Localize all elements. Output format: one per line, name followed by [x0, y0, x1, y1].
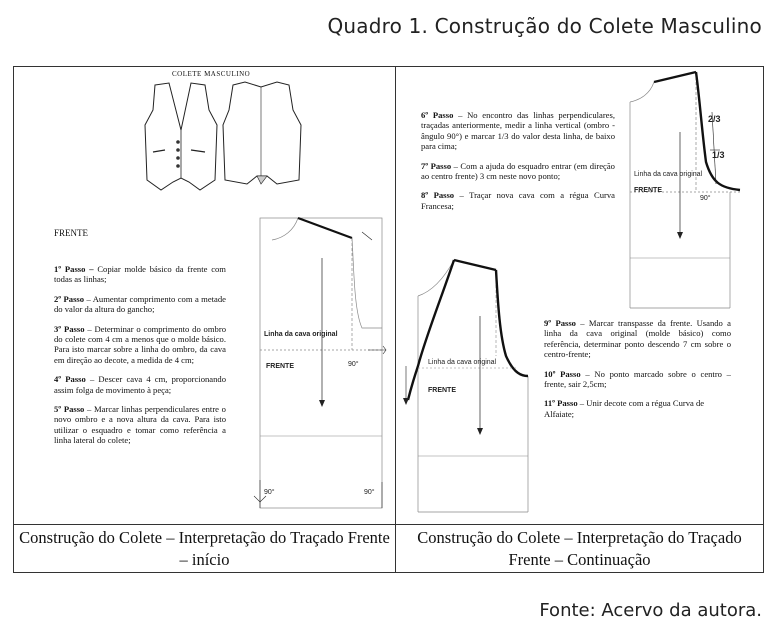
cava-label-right-top: Linha da cava original [634, 171, 703, 178]
step-8: 8º Passo – Traçar nova cava com a régua Curva Francesa; [421, 190, 615, 211]
column-divider [395, 66, 396, 573]
frente-label-right-bottom: FRENTE [428, 387, 456, 394]
two-thirds-label: 2/3 [708, 114, 721, 124]
caption-divider [13, 524, 764, 525]
cava-label-right-bottom: Linha da cava original [428, 359, 497, 366]
step-4: 4º Passo – Descer cava 4 cm, proporcionando assim folga de movimento à peça; [54, 374, 226, 395]
step-5: 5º Passo – Marcar linhas perpendiculares entre o novo ombro e a nova altura da cava. Para isto utilizar o esquadro e tomar como referência a linha lateral do colete; [54, 404, 226, 446]
angle-label-left-c: 90° [364, 489, 375, 496]
left-steps [54, 264, 226, 455]
angle-label-left-b: 90° [264, 489, 275, 496]
step-6: 6º Passo – No encontro das linhas perpendiculares, traçadas anteriormente, medir a linha vertical (ombro - ângulo 90°) e marcar 1/3 do valor desta linha, de baixo para cima; [421, 110, 615, 152]
step-10: 10º Passo – No ponto marcado sobre o centro – frente, sair 2,5cm; [544, 368, 731, 390]
figure-title: Quadro 1. Construção do Colete Masculino [327, 14, 762, 38]
vest-illustration-title: COLETE MASCULINO [172, 70, 251, 78]
right-steps-top [421, 110, 615, 220]
angle-label-right-top: 90° [700, 195, 711, 202]
step-3: 3º Passo – Determinar o comprimento do ombro do colete com 4 cm a menos que o molde básico. Para isto marcar sobre a linha do ombro, da cava em direção ao decote, a medida de 4 cm; [54, 323, 226, 365]
caption-left: Construção do Colete – Interpretação do Traçado Frente – início [19, 528, 390, 569]
step-2: 2º Passo – Aumentar comprimento com a metade do valor da altura do gancho; [54, 293, 226, 315]
step-7: 7º Passo – Com a ajuda do esquadro entrar (em direção ao centro frente) 3 cm neste novo ponto; [421, 160, 615, 182]
cava-label-left: Linha da cava original [264, 331, 338, 338]
angle-label-left-a: 90° [348, 361, 359, 368]
caption-right: Construção do Colete – Interpretação do Traçado Frente – Continuação [417, 528, 742, 569]
frente-heading: FRENTE [54, 228, 89, 238]
step-11: 11º Passo – Unir decote com a régua Curva de Alfaiate; [544, 398, 705, 419]
one-third-label: 1/3 [712, 150, 725, 160]
source-note: Fonte: Acervo da autora. [539, 600, 762, 621]
pattern-diagram-right-bottom [402, 256, 538, 518]
step-9: 9º Passo – Marcar transpasse da frente. Usando a linha da cava original (molde básico) como referência, determinar ponto descendo 7 cm sobre o centro-frente; [544, 318, 731, 360]
pattern-diagram-left [250, 210, 390, 522]
step-1: 1º Passo – Copiar molde básico da frente com todas as linhas; [54, 264, 226, 285]
vest-illustration [125, 80, 310, 195]
frente-label-left: FRENTE [266, 363, 294, 370]
right-steps-bottom [544, 318, 731, 428]
frente-label-right-top: FRENTE [634, 187, 662, 194]
pattern-diagram-right-top [620, 72, 762, 312]
